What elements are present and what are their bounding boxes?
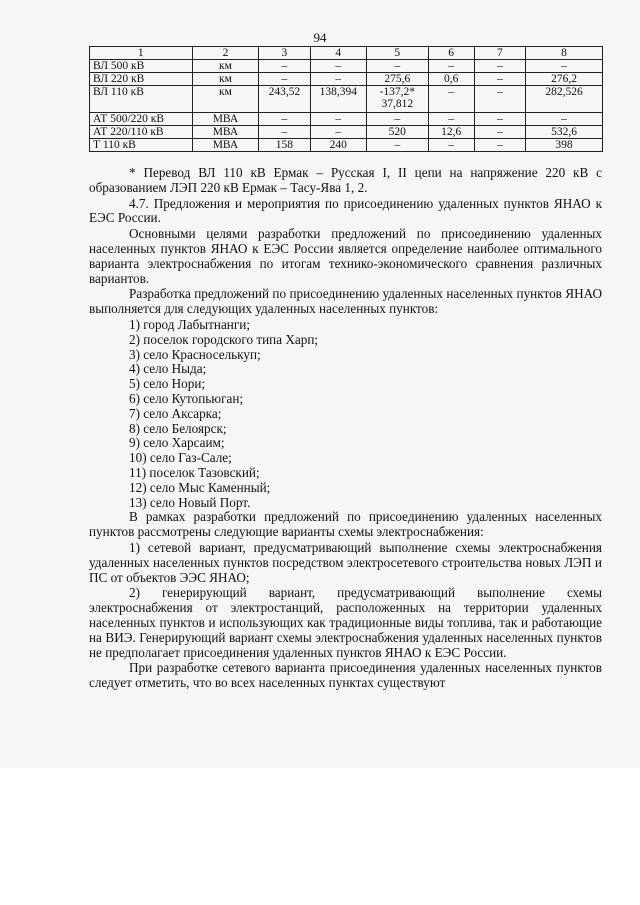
- paragraph: При разработке сетевого варианта присоединения удаленных населенных пунктов следует отметить, что во всех населенных пунктах существуют: [89, 660, 602, 691]
- list-item: 11) поселок Тазовский;: [129, 464, 260, 480]
- table-cell: МВА: [192, 139, 259, 152]
- table-cell: 240: [310, 139, 366, 152]
- table-cell: –: [367, 60, 429, 73]
- table-cell: –: [474, 113, 525, 126]
- table-row: [90, 73, 603, 86]
- list-item: 7) село Аксарка;: [129, 405, 222, 421]
- table-cell: –: [310, 126, 366, 139]
- table-cell: –: [526, 113, 603, 126]
- list-item: 12) село Мыс Каменный;: [129, 479, 271, 495]
- body-text: [89, 166, 602, 692]
- table-cell: –: [259, 60, 310, 73]
- table-cell: –: [474, 139, 525, 152]
- table-cell: км: [192, 60, 259, 73]
- table-cell: –: [259, 113, 310, 126]
- table-row: [90, 126, 603, 139]
- table-cell: МВА: [192, 113, 259, 126]
- table-cell: ВЛ 500 кВ: [90, 60, 193, 73]
- list-item: 6) село Кутопьюган;: [129, 390, 244, 406]
- table-cell: км: [192, 86, 259, 113]
- table-header-cell: 6: [428, 47, 474, 60]
- list-item: 4) село Ныда;: [129, 361, 207, 377]
- table-cell: 282,526: [526, 86, 603, 113]
- table-cell: –: [259, 73, 310, 86]
- list-item: 10) село Газ-Сале;: [129, 450, 232, 466]
- table-cell: км: [192, 73, 259, 86]
- table-row: [90, 60, 603, 73]
- table-cell: –: [259, 126, 310, 139]
- table-cell: –: [428, 113, 474, 126]
- table-cell: –: [428, 60, 474, 73]
- table-cell: 275,6: [367, 73, 429, 86]
- table-row: [90, 139, 603, 152]
- table-cell: 276,2: [526, 73, 603, 86]
- table-cell: –: [474, 60, 525, 73]
- table-header-cell: 2: [192, 47, 259, 60]
- table-cell: Т 110 кВ: [90, 139, 193, 152]
- paragraph: Основными целями разработки предложений по присоединению удаленных населенных пунктов ЯНАО к ЕЭС России является определение наиболее оптимального варианта электроснабжения по итогам технико-экономического сравнения различных вариантов.: [89, 226, 602, 286]
- table-cell: ВЛ 220 кВ: [90, 73, 193, 86]
- table-cell: –: [474, 73, 525, 86]
- table-cell: 243,52: [259, 86, 310, 113]
- table-cell: –: [310, 60, 366, 73]
- table-cell: 398: [526, 139, 603, 152]
- table-cell: –: [367, 113, 429, 126]
- table-cell: –: [474, 86, 525, 113]
- table-cell: -137,2* 37,812: [367, 86, 429, 113]
- table-cell: –: [310, 73, 366, 86]
- settlement-list: [89, 318, 602, 510]
- table-cell: 532,6: [526, 126, 603, 139]
- list-item: 1) город Лабытнанги;: [129, 316, 250, 332]
- list-item: 5) село Нори;: [129, 376, 206, 392]
- list-item: 13) село Новый Порт.: [129, 494, 251, 510]
- table-cell: АТ 500/220 кВ: [90, 113, 193, 126]
- table-cell: МВА: [192, 126, 259, 139]
- table-header-cell: 3: [259, 47, 310, 60]
- table-cell: 0,6: [428, 73, 474, 86]
- page-number: 94: [313, 30, 327, 45]
- table-header-cell: 7: [474, 47, 525, 60]
- table-cell: 12,6: [428, 126, 474, 139]
- table-header-cell: 4: [310, 47, 366, 60]
- table-header-cell: 5: [367, 47, 429, 60]
- table-row: [90, 113, 603, 126]
- table-cell: 158: [259, 139, 310, 152]
- table-cell: –: [367, 139, 429, 152]
- section-title: 4.7. Предложения и мероприятия по присоединению удаленных пунктов ЯНАО к ЕЭС России.: [89, 195, 602, 226]
- list-item: 9) село Харсаим;: [129, 435, 225, 451]
- variant-item: 1) сетевой вариант, предусматривающий выполнение схемы электроснабжения удаленных населенных пунктов посредством электросетевого строительства новых ЛЭП и ПС от объектов ЭЭС ЯНАО;: [89, 539, 602, 585]
- list-item: 3) село Красноселькуп;: [129, 346, 261, 362]
- table-header-cell: 8: [526, 47, 603, 60]
- paragraph: Разработка предложений по присоединению удаленных населенных пунктов ЯНАО выполняется для следующих удаленных населенных пунктов:: [89, 286, 602, 317]
- data-table: [89, 46, 603, 152]
- table-cell: 520: [367, 126, 429, 139]
- table-cell: –: [310, 113, 366, 126]
- paragraph: В рамках разработки предложений по присоединению удаленных населенных пунктов рассмотрены следующие варианты схемы электроснабжения:: [89, 509, 602, 540]
- table-cell: –: [428, 86, 474, 113]
- table-cell: –: [526, 60, 603, 73]
- table-cell: –: [474, 126, 525, 139]
- table-cell: –: [428, 139, 474, 152]
- table-row: [90, 86, 603, 113]
- table-header-cell: 1: [90, 47, 193, 60]
- list-item: 2) поселок городского типа Харп;: [129, 331, 319, 347]
- table-cell: ВЛ 110 кВ: [90, 86, 193, 113]
- table-cell: 138,394: [310, 86, 366, 113]
- list-item: 8) село Белоярск;: [129, 420, 227, 436]
- table-cell: АТ 220/110 кВ: [90, 126, 193, 139]
- table-header-row: [90, 47, 603, 60]
- variant-item: 2) генерирующий вариант, предусматривающий выполнение схемы электроснабжения от электростанций, расположенных на территории удаленных населенных пунктов и использующих как традиционные виды топлива, так и работающие на ВИЭ. Генерирующий вариант схемы электроснабжения удаленных населенных пунктов не предполагает присоединения удаленных пунктов ЯНАО к ЕЭС России.: [89, 585, 602, 660]
- footnote: * Перевод ВЛ 110 кВ Ермак – Русская I, II цепи на напряжение 220 кВ с образованием ЛЭП 220 кВ Ермак – Тасу-Ява 1, 2.: [89, 165, 602, 195]
